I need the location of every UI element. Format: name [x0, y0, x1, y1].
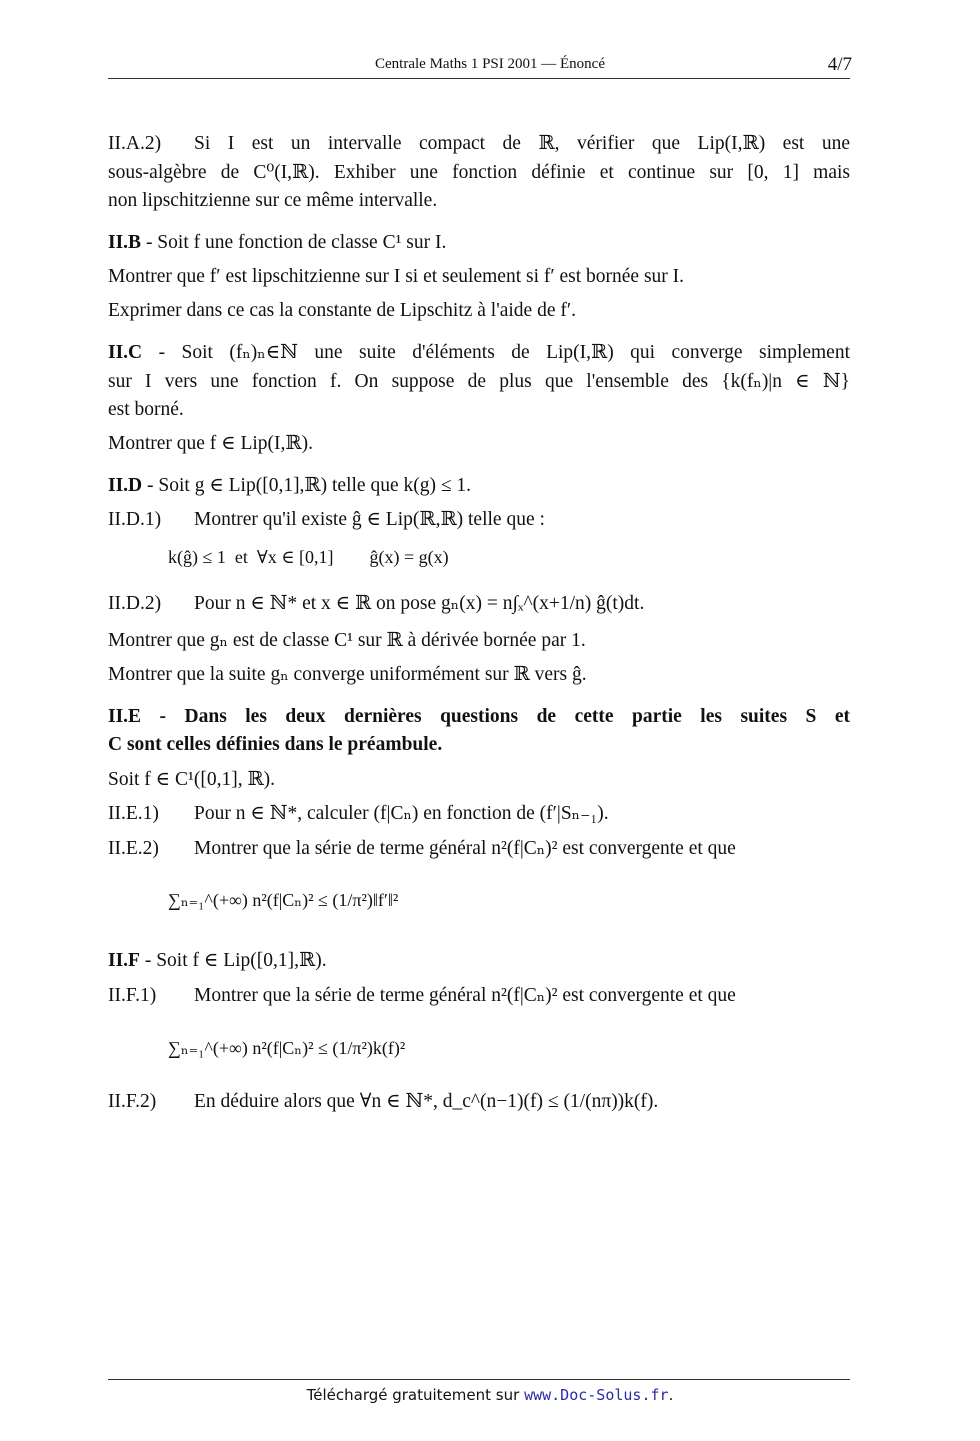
- section-IIE-title-line2: C sont celles définies dans le préambule.: [108, 734, 443, 755]
- section-IIC-line4: Montrer que f ∈ Lip(I,ℝ).: [108, 433, 313, 454]
- section-IIE-line1: Soit f ∈ C¹([0,1], ℝ).: [108, 769, 276, 790]
- section-IIC-line1: [108, 339, 850, 367]
- question-IID2: [108, 590, 850, 618]
- section-IID-line-b: Montrer que la suite gₙ converge uniformément sur ℝ vers ĝ.: [108, 664, 587, 685]
- question-IID1: [108, 506, 850, 534]
- page-number: 4/7: [827, 54, 852, 75]
- question-text: Pour n ∈ ℕ*, calculer (f|Cₙ) en fonction de (f′|Sₙ₋₁).: [194, 803, 609, 824]
- formula-IIF1: ∑ₙ₌₁^(+∞) n²(f|Cₙ)² ≤ (1/π²)k(f)²: [168, 1038, 406, 1058]
- question-label: II.A.2): [108, 133, 162, 154]
- section-text: - Soit (fₙ)ₙ∈ℕ une suite d'éléments de Lip(I,ℝ) qui converge simplement: [158, 342, 851, 363]
- footer-rule: [108, 1379, 850, 1380]
- section-IID-line1: [108, 472, 850, 500]
- section-IIC-line3: est borné.: [108, 399, 184, 420]
- section-IIB-line1: [108, 229, 850, 257]
- section-IIB-line2: Montrer que f′ est lipschitzienne sur I si et seulement si f′ est bornée sur I.: [108, 266, 685, 287]
- question-label: II.D.1): [108, 509, 162, 530]
- section-text: - Soit f ∈ Lip([0,1],ℝ).: [144, 950, 327, 971]
- footer-text: Téléchargé gratuitement sur: [306, 1386, 520, 1404]
- question-IIA2-line1: [108, 130, 850, 158]
- question-IIE2: [108, 835, 850, 863]
- formula-IIE2: ∑ₙ₌₁^(+∞) n²(f|Cₙ)² ≤ (1/π²)‖f′‖²: [168, 890, 399, 910]
- section-title: II.D: [108, 475, 143, 496]
- question-IIF1: [108, 982, 850, 1010]
- question-text: Montrer que la série de terme général n²(f|Cₙ)² est convergente et que: [194, 838, 736, 859]
- question-text: Montrer que la série de terme général n²(f|Cₙ)² est convergente et que: [194, 985, 736, 1006]
- section-text: - Soit g ∈ Lip([0,1],ℝ) telle que k(g) ≤ 1.: [147, 475, 472, 496]
- question-label: II.E.1): [108, 803, 159, 824]
- section-IID-line-a: Montrer que gₙ est de classe C¹ sur ℝ à dérivée bornée par 1.: [108, 630, 586, 651]
- section-IIE-title-line1: II.E - Dans les deux dernières questions de cette partie les suites S et: [108, 706, 850, 727]
- question-label: II.F.1): [108, 985, 157, 1006]
- page-header-title: Centrale Maths 1 PSI 2001 — Énoncé: [375, 56, 605, 72]
- question-label: II.E.2): [108, 838, 159, 859]
- question-text: Pour n ∈ ℕ* et x ∈ ℝ on pose gₙ(x) = n∫ₓ^(x+1/n) ĝ(t)dt.: [194, 593, 645, 614]
- question-text: Si I est un intervalle compact de ℝ, vérifier que Lip(I,ℝ) est une: [194, 133, 850, 154]
- footer-end: .: [668, 1386, 674, 1404]
- question-label: II.F.2): [108, 1091, 157, 1112]
- section-title: II.C: [108, 342, 143, 363]
- section-title: II.B: [108, 232, 142, 253]
- formula-IID1: k(ĝ) ≤ 1 et ∀x ∈ [0,1] ĝ(x) = g(x): [168, 547, 449, 567]
- question-IIF2: [108, 1088, 850, 1116]
- section-IIC-line2: sur I vers une fonction f. On suppose de plus que l'ensemble des {k(fₙ)|n ∈ ℕ}: [108, 371, 850, 392]
- question-IIE1: [108, 800, 850, 828]
- section-IIF-line1: [108, 947, 850, 975]
- page-footer: [0, 1386, 980, 1404]
- question-label: II.D.2): [108, 593, 162, 614]
- question-text: En déduire alors que ∀n ∈ ℕ*, d_c^(n−1)(f) ≤ (1/(nπ))k(f).: [194, 1091, 659, 1112]
- question-text: Montrer qu'il existe ĝ ∈ Lip(ℝ,ℝ) telle que :: [194, 509, 545, 530]
- footer-link[interactable]: www.Doc-Solus.fr: [524, 1386, 669, 1404]
- question-IIA2-line2: sous-algèbre de C⁰(I,ℝ). Exhiber une fonction définie et continue sur [0, 1] mais: [108, 162, 850, 183]
- section-IIB-line3: Exprimer dans ce cas la constante de Lipschitz à l'aide de f′.: [108, 300, 576, 321]
- section-title: II.F: [108, 950, 140, 971]
- section-text: - Soit f une fonction de classe C¹ sur I.: [145, 232, 447, 253]
- header-rule: [108, 78, 850, 79]
- question-IIA2-line3: non lipschitzienne sur ce même intervalle.: [108, 190, 438, 211]
